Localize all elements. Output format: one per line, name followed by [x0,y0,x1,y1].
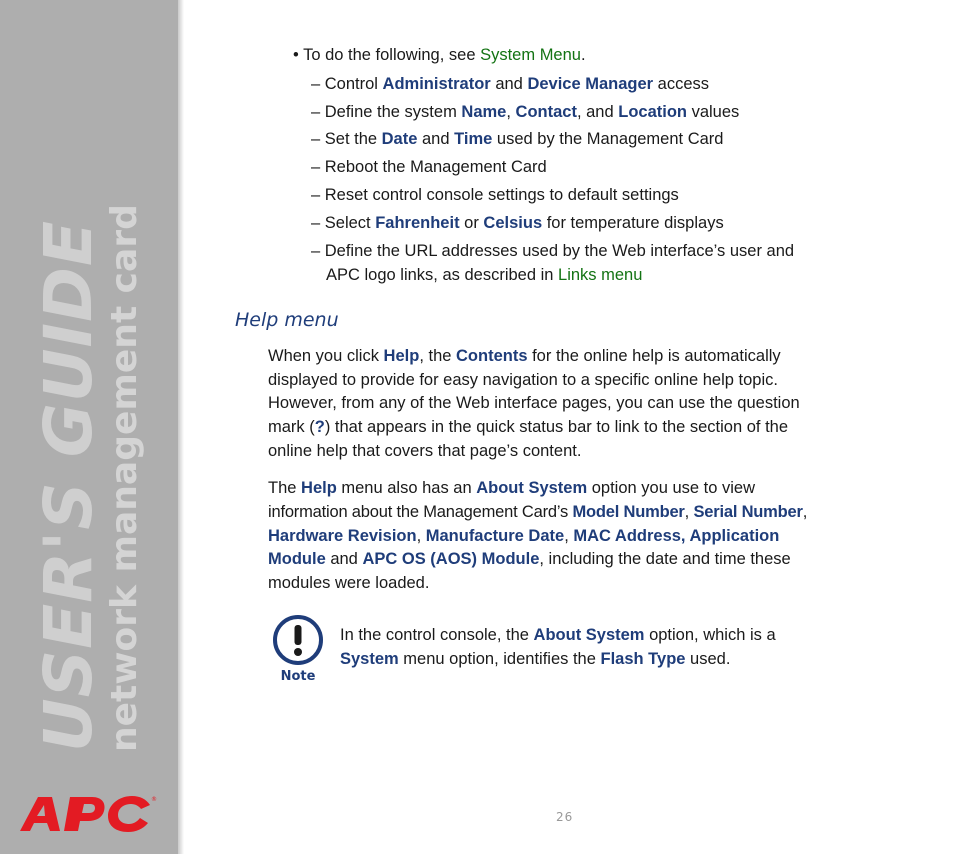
paragraph-line: information about the Management Card’s Model Number, Serial Number, [268,503,808,521]
list-item-continuation: APC logo links, as described in Links menu [326,266,643,284]
paragraph-line: modules were loaded. [268,574,430,592]
paragraph-line: displayed to provide for easy navigation to a specific online help topic. [268,371,778,389]
list-item: – Define the URL addresses used by the Web interface’s user and [311,242,795,260]
svg-text:®: ® [151,796,157,803]
paragraph-line: mark (?) that appears in the quick status bar to link to the section of the [268,418,789,436]
paragraph-line: The Help menu also has an About System option you use to view [268,479,756,497]
note-label: Note [280,669,316,684]
list-item: – Reboot the Management Card [311,158,547,176]
list-item: – Set the Date and Time used by the Management Card [311,130,724,148]
note-line: System menu option, identifies the Flash Type used. [340,650,731,668]
paragraph-line: Module and APC OS (AOS) Module, including the date and time these [268,550,791,568]
paragraph-line: Hardware Revision, Manufacture Date, MAC Address, Application [268,527,780,545]
sidebar-shadow [178,0,184,854]
paragraph-line: online help that covers that page’s content. [268,442,582,460]
guide-subtitle: network management card [104,204,145,752]
intro-bullet: • To do the following, see System Menu. [293,46,586,64]
paragraph-line: However, from any of the Web interface pages, you can use the question [268,394,800,412]
page-number: 26 [556,810,574,824]
section-heading: Help menu [235,309,339,331]
note-line: In the control console, the About System option, which is a [340,626,776,644]
list-item: – Reset control console settings to default settings [311,186,679,204]
apc-logo [16,793,158,833]
note-icon [272,614,324,684]
paragraph-line: When you click Help, the Contents for the online help is automatically [268,347,781,365]
links-menu-link[interactable]: Links menu [558,266,643,284]
list-item: – Select Fahrenheit or Celsius for temperature displays [311,214,724,232]
system-menu-link[interactable]: System Menu [480,46,581,64]
guide-title: USER'S GUIDE [30,220,107,752]
list-item: – Define the system Name, Contact, and Location values [311,103,740,121]
list-item: – Control Administrator and Device Manager access [311,75,710,93]
